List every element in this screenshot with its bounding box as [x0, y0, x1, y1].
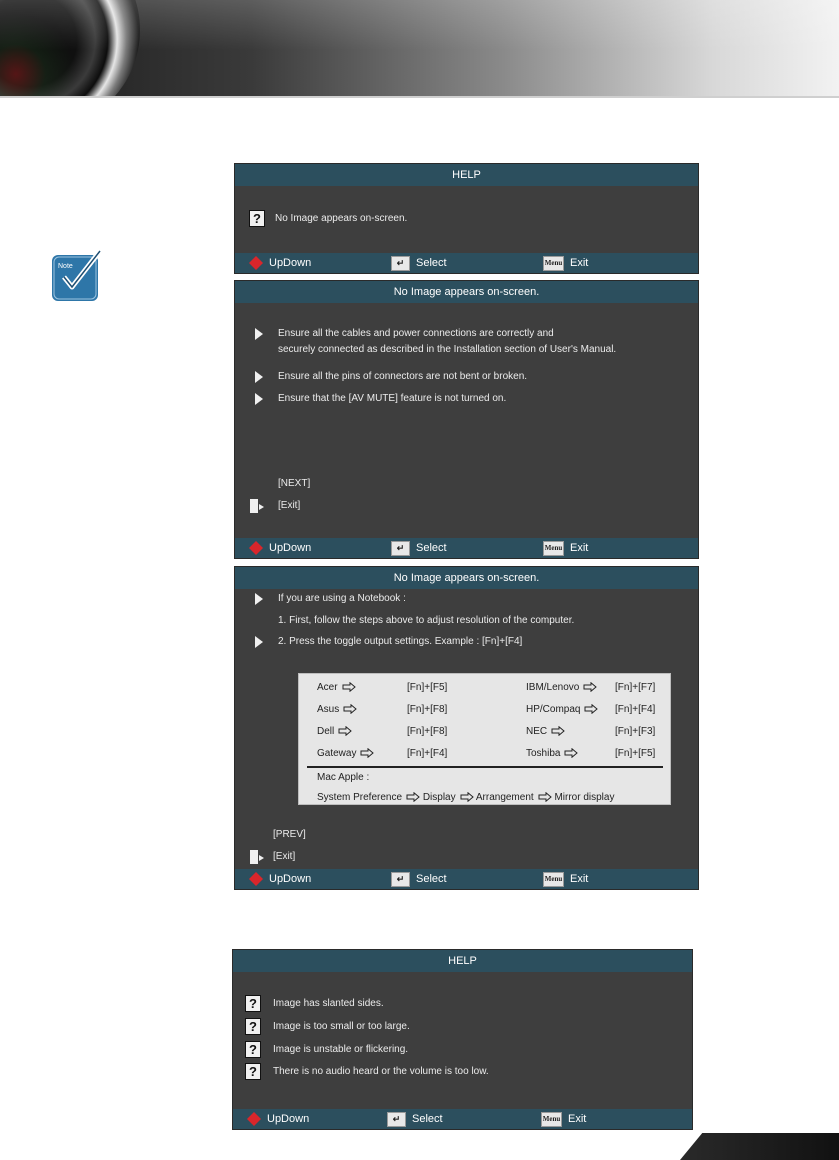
question-icon: ?: [245, 1063, 261, 1080]
bullet-arrow-icon: [255, 393, 263, 405]
menu-key-icon: Menu: [543, 256, 564, 271]
right-arrow-icon: [343, 704, 357, 714]
updown-arrow-icon: [247, 1112, 261, 1126]
right-arrow-icon: [538, 792, 552, 802]
hotkey-cell: [Fn]+[F8]: [407, 726, 448, 737]
question-icon: ?: [249, 210, 265, 227]
updown-hint: UpDown: [249, 869, 311, 889]
help-item-no-image[interactable]: No Image appears on-screen.: [275, 213, 408, 224]
hotkey-cell: [Fn]+[F7]: [615, 682, 656, 693]
right-arrow-icon: [360, 748, 374, 758]
panel-footer: [235, 538, 698, 558]
bullet-arrow-icon: [255, 371, 263, 383]
select-hint: ↵ Select: [391, 869, 447, 889]
select-hint: ↵ Select: [387, 1109, 443, 1129]
question-icon: ?: [245, 1018, 261, 1035]
mac-path: System Preference Display Arrangement Mirror display: [317, 792, 615, 803]
select-hint: ↵ Select: [391, 253, 447, 273]
note-icon: [50, 249, 104, 303]
page-corner-tab: [680, 1133, 839, 1160]
bullet-text: Ensure that the [AV MUTE] feature is not turned on.: [278, 393, 507, 404]
menu-key-icon: Menu: [543, 872, 564, 887]
hotkey-cell: [Fn]+[F5]: [615, 748, 656, 759]
brand-cell: Asus: [317, 704, 357, 715]
right-arrow-icon: [342, 682, 356, 692]
svg-text:Note: Note: [58, 263, 73, 270]
panel-title: No Image appears on-screen.: [235, 281, 698, 303]
exit-hint: Menu Exit: [544, 257, 589, 269]
right-arrow-icon: [460, 792, 474, 802]
updown-hint: UpDown: [247, 1109, 309, 1129]
hotkey-cell: [Fn]+[F3]: [615, 726, 656, 737]
hotkey-cell: [Fn]+[F5]: [407, 682, 448, 693]
help-item[interactable]: Image has slanted sides.: [273, 998, 384, 1009]
panel-title: HELP: [233, 950, 692, 972]
panel-footer: [235, 253, 698, 273]
right-arrow-icon: [406, 792, 420, 802]
help-panel-3: [234, 566, 699, 890]
bullet-arrow-icon: [255, 593, 263, 605]
updown-arrow-icon: [249, 872, 263, 886]
help-item[interactable]: Image is unstable or flickering.: [273, 1044, 409, 1055]
menu-key-icon: Menu: [543, 541, 564, 556]
brand-cell: HP/Compaq: [526, 704, 598, 715]
enter-key-icon: ↵: [387, 1112, 406, 1127]
brand-cell: Toshiba: [526, 748, 578, 759]
help-item[interactable]: There is no audio heard or the volume is too low.: [273, 1066, 489, 1077]
bullet-text: Ensure all the cables and power connections are correctly and: [278, 328, 554, 339]
hotkey-cell: [Fn]+[F8]: [407, 704, 448, 715]
exit-hint: Menu Exit: [544, 873, 589, 885]
table-divider: [307, 766, 663, 768]
exit-hint: Menu Exit: [542, 1113, 587, 1125]
hotkey-cell: [Fn]+[F4]: [615, 704, 656, 715]
notebook-hotkey-table: [298, 673, 671, 805]
header-banner: [0, 0, 839, 98]
panel-title: HELP: [235, 164, 698, 186]
notebook-heading: If you are using a Notebook :: [278, 593, 406, 604]
hotkey-cell: [Fn]+[F4]: [407, 748, 448, 759]
panel-footer: [235, 869, 698, 889]
question-icon: ?: [245, 1041, 261, 1058]
bullet-text: Ensure all the pins of connectors are not bent or broken.: [278, 371, 528, 382]
bullet-arrow-icon: [255, 636, 263, 648]
exit-button[interactable]: [Exit]: [278, 500, 301, 511]
panel-title: No Image appears on-screen.: [235, 567, 698, 589]
menu-key-icon: Menu: [541, 1112, 562, 1127]
updown-hint: UpDown: [249, 538, 311, 558]
updown-arrow-icon: [249, 256, 263, 270]
updown-hint: UpDown: [249, 253, 311, 273]
right-arrow-icon: [551, 726, 565, 736]
help-panel-2: [234, 280, 699, 559]
brand-cell: Acer: [317, 682, 356, 693]
next-button[interactable]: [NEXT]: [278, 478, 311, 489]
step-text: 1. First, follow the steps above to adjust resolution of the computer.: [278, 615, 575, 626]
prev-button[interactable]: [PREV]: [273, 829, 306, 840]
exit-icon: [250, 499, 266, 513]
mac-label: Mac Apple :: [317, 772, 370, 783]
question-icon: ?: [245, 995, 261, 1012]
panel-footer: [233, 1109, 692, 1129]
enter-key-icon: ↵: [391, 541, 410, 556]
select-hint: ↵ Select: [391, 538, 447, 558]
brand-cell: IBM/Lenovo: [526, 682, 597, 693]
right-arrow-icon: [583, 682, 597, 692]
exit-hint: Menu Exit: [544, 542, 589, 554]
brand-cell: Gateway: [317, 748, 374, 759]
updown-arrow-icon: [249, 541, 263, 555]
enter-key-icon: ↵: [391, 256, 410, 271]
step-text: 2. Press the toggle output settings. Example : [Fn]+[F4]: [278, 636, 523, 647]
help-item[interactable]: Image is too small or too large.: [273, 1021, 410, 1032]
brand-cell: NEC: [526, 726, 565, 737]
bullet-arrow-icon: [255, 328, 263, 340]
exit-icon: [250, 850, 266, 864]
help-panel-1: [234, 163, 699, 274]
brand-cell: Dell: [317, 726, 352, 737]
enter-key-icon: ↵: [391, 872, 410, 887]
help-panel-4: [232, 949, 693, 1130]
banner-divider: [0, 96, 839, 98]
exit-button[interactable]: [Exit]: [273, 851, 296, 862]
right-arrow-icon: [584, 704, 598, 714]
right-arrow-icon: [564, 748, 578, 758]
right-arrow-icon: [338, 726, 352, 736]
bullet-text: securely connected as described in the Installation section of User's Manual.: [278, 344, 617, 355]
